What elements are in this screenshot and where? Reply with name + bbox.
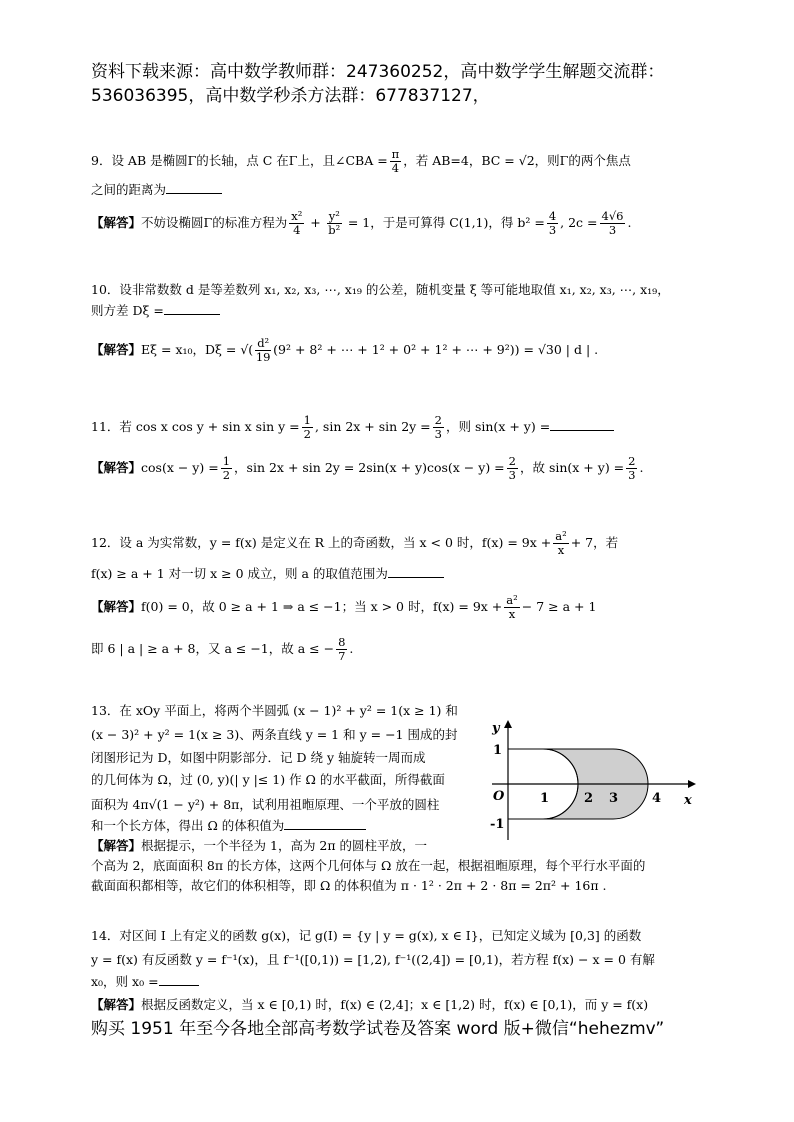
q9-sol-plus: +	[306, 215, 325, 230]
q10-stem: 10．设非常数数 d 是等差数列 x₁, x₂, x₃, ⋯, x₁₉ 的公差，随机变量 ξ 等可能地取值 x₁, x₂, x₃, ⋯, x₁₉，	[91, 282, 670, 297]
header-line-2: 536036395，高中数学秒杀方法群：677837127，	[91, 86, 490, 106]
y-axis-label: y	[492, 721, 500, 736]
q9-sol-frac1-num: x²	[291, 209, 303, 223]
q11-solution	[91, 455, 643, 482]
q11-answer-blank	[550, 418, 614, 431]
q13-sol-line-2: 个高为 2，底面面积 8π 的长方体，这两个几何体与 Ω 放在一起，根据祖暅原理，每个平行水平面的	[91, 858, 646, 873]
q11-stem-b: , sin 2x + sin 2y =	[314, 419, 431, 434]
q9-stem-a: 9．设 AB 是椭圆Γ的长轴，点 C 在Γ上，且∠CBA =	[91, 153, 388, 168]
q14-solution	[91, 996, 648, 1014]
q14-line-3-text: x₀，则 x₀ =	[91, 974, 159, 989]
q9-sol-frac2	[327, 210, 342, 237]
q9-sol-frac3	[547, 210, 558, 237]
q12-stem	[91, 530, 618, 557]
q11-stem	[91, 414, 614, 441]
q10-answer-blank	[164, 302, 220, 315]
q11-sol-frac1-den: 2	[222, 468, 231, 482]
q9-frac-den: 4	[391, 161, 400, 175]
q11-sol-frac2-den: 3	[508, 468, 516, 482]
q13-figure	[484, 718, 704, 848]
q9-sol-c: , 2c =	[560, 215, 598, 230]
q11-frac2	[433, 414, 444, 441]
q12-stem-c: f(x) ≥ a + 1 对一切 x ≥ 0 成立，则 a 的取值范围为	[91, 566, 388, 581]
q9-frac-num: π	[391, 147, 400, 161]
q10-stem-line2	[91, 302, 220, 320]
origin-label: O	[493, 789, 505, 804]
q13-solution-label: 【解答】	[91, 838, 142, 853]
q9-sol-end: .	[627, 215, 632, 230]
q12-stem-b: + 7，若	[570, 535, 619, 550]
q12-sol-frac1-num: a²	[506, 593, 518, 607]
q9-sol-b: = 1，于是可算得 C(1,1)，得 b² =	[343, 215, 545, 230]
q11-sol-frac3-den: 3	[628, 468, 636, 482]
q13-solution	[91, 837, 427, 855]
q13-line-4: 的几何体为 Ω，过 (0, y)(| y |≤ 1) 作 Ω 的水平截面，所得截面	[91, 772, 445, 787]
tick-label-y-1: -1	[490, 817, 505, 832]
q11-sol-b: ，sin 2x + sin 2y = 2sin(x + y)cos(x − y) =	[234, 460, 505, 475]
q11-sol-a: cos(x − y) =	[141, 460, 219, 475]
q9-sol-frac3-den: 3	[548, 223, 557, 237]
q9-sol-frac3-num: 4	[548, 209, 557, 223]
q13-answer-blank	[284, 817, 366, 830]
q9-answer-blank	[166, 181, 222, 194]
q13-line-6-text: 和一个长方体，得出 Ω 的体积值为	[91, 818, 285, 833]
q13-line-5: 面积为 4π√(1 − y²) + 8π，试利用祖暅原理、一个平放的圆柱	[91, 797, 440, 812]
q9-sol-frac2-num: y²	[328, 209, 340, 223]
q11-frac1	[302, 414, 313, 441]
q13-sol-line-3: 截面面积都相等，故它们的体积相等，即 Ω 的体积值为 π · 1² · 2π + 2 · 8π = 2π² + 16π .	[91, 878, 607, 893]
q9-sol-frac2-den: b²	[328, 223, 341, 237]
q12-frac1	[553, 530, 568, 557]
q12-sol-end: .	[349, 641, 354, 656]
q11-stem-c: ，则 sin(x + y) =	[446, 419, 551, 434]
q10-sol-b: (9² + 8² + ⋯ + 1² + 0² + 1² + ⋯ + 9²)) = √30 | d | .	[273, 342, 599, 357]
q9-stem-c: 之间的距离为	[91, 182, 167, 197]
q12-stem-a: 12．设 a 为实常数，y = f(x) 是定义在 R 上的奇函数，当 x < 0 时，f(x) = 9x +	[91, 535, 552, 550]
q14-sol-line-1: 根据反函数定义，当 x ∈ [0,1) 时，f(x) ∈ (2,4]；x ∈ [1,2) 时，f(x) ∈ [0,1)，而 y = f(x)	[141, 997, 649, 1012]
q11-sol-frac1	[221, 455, 232, 482]
tick-label-y1: 1	[493, 743, 503, 758]
q10-sol-a: Eξ = x₁₀，Dξ = √(	[141, 342, 254, 357]
q9-sol-frac1-den: 4	[293, 223, 301, 237]
x-axis-label: x	[684, 793, 692, 808]
q14-solution-label: 【解答】	[91, 997, 142, 1012]
q11-sol-frac3	[626, 455, 637, 482]
q10-sol-frac-den: 19	[255, 350, 271, 364]
q9-stem-line2	[91, 181, 222, 199]
q12-solution-label: 【解答】	[91, 599, 142, 614]
q10-sol-frac-num: d²	[257, 336, 270, 350]
q11-frac1-den: 2	[303, 427, 311, 441]
q14-line-3	[91, 973, 199, 991]
x-axis-arrow-icon	[688, 780, 696, 788]
q13-line-1: 13．在 xOy 平面上，将两个半圆弧 (x − 1)² + y² = 1(x ≥ 1) 和	[91, 703, 458, 718]
footer-text: 购买 1951 年至今各地全部高考数学试卷及答案 word 版+微信“hehezmv”	[91, 1019, 665, 1039]
q11-sol-c: ，故 sin(x + y) =	[519, 460, 625, 475]
tick-label-1: 1	[540, 791, 550, 806]
q11-frac1-num: 1	[303, 413, 311, 427]
q13-line-6	[91, 817, 366, 835]
q12-stem-line2	[91, 565, 444, 583]
q11-sol-end: .	[639, 460, 644, 475]
q10-stem-b: 则方差 Dξ =	[91, 303, 164, 318]
q11-solution-label: 【解答】	[91, 460, 142, 475]
q12-frac1-num: a²	[555, 529, 567, 543]
y-axis-arrow-icon	[504, 720, 512, 728]
q9-sol-frac1	[289, 210, 304, 237]
q10-sol-frac	[255, 337, 271, 364]
q12-sol-c: 即 6 | a | ≥ a + 8，又 a ≤ −1，故 a ≤ −	[91, 641, 335, 656]
q9-sol-frac4-den: 3	[608, 223, 617, 237]
q13-line-2: (x − 3)² + y² = 1(x ≥ 3)、两条直线 y = 1 和 y = −1 围成的封	[91, 727, 458, 742]
q11-stem-a: 11．若 cos x cos y + sin x sin y =	[91, 419, 300, 434]
q11-sol-frac2	[507, 455, 518, 482]
q12-sol-frac2-num: 8	[338, 635, 346, 649]
q9-fraction	[390, 148, 402, 175]
q14-line-2: y = f(x) 有反函数 y = f⁻¹(x)，且 f⁻¹([0,1)) = [1,2), f⁻¹((2,4]) = [0,1)，若方程 f(x) − x = 0 有解	[91, 952, 655, 967]
header-line-1: 资料下载来源：高中数学教师群：247360252，高中数学学生解题交流群：	[91, 62, 665, 82]
q12-frac1-den: x	[557, 543, 565, 557]
q11-sol-frac1-num: 1	[222, 454, 231, 468]
tick-label-2: 2	[584, 791, 594, 806]
q12-solution	[91, 594, 596, 621]
q12-solution-line2	[91, 636, 353, 663]
q14-answer-blank	[159, 973, 199, 986]
q12-sol-frac1	[504, 594, 519, 621]
q12-sol-frac2	[336, 636, 347, 663]
tick-label-3: 3	[609, 791, 619, 806]
q13-line-3: 闭图形记为 D，如图中阴影部分．记 D 绕 y 轴旋转一周而成	[91, 750, 426, 765]
q12-sol-frac2-den: 7	[338, 649, 346, 663]
q11-sol-frac2-num: 2	[508, 454, 516, 468]
q10-solution-label: 【解答】	[91, 342, 142, 357]
q9-stem	[91, 148, 631, 175]
q12-answer-blank	[388, 565, 444, 578]
q9-sol-frac4	[600, 210, 626, 237]
tick-label-4: 4	[652, 791, 662, 806]
q12-sol-frac1-den: x	[508, 607, 516, 621]
q14-line-1: 14．对区间 I 上有定义的函数 g(x)，记 g(I) = {y | y = g(x), x ∈ I}，已知定义域为 [0,3] 的函数	[91, 928, 642, 943]
q9-sol-a: 不妨设椭圆Γ的标准方程为	[141, 215, 288, 230]
q11-frac2-den: 3	[434, 427, 442, 441]
q13-sol-line-1: 根据提示，一个半径为 1，高为 2π 的圆柱平放，一	[141, 838, 428, 853]
q11-frac2-num: 2	[434, 413, 442, 427]
q9-solution	[91, 210, 631, 237]
q12-sol-a: f(0) = 0，故 0 ≥ a + 1 ⇒ a ≤ −1；当 x > 0 时，f(x) = 9x +	[141, 599, 503, 614]
q10-solution	[91, 337, 598, 364]
q9-sol-frac4-num: 4√6	[601, 209, 624, 223]
q11-sol-frac3-num: 2	[628, 454, 636, 468]
q9-stem-b: ，若 AB=4，BC = √2，则Γ的两个焦点	[403, 153, 631, 168]
q9-solution-label: 【解答】	[91, 215, 142, 230]
q12-sol-b: − 7 ≥ a + 1	[521, 599, 597, 614]
